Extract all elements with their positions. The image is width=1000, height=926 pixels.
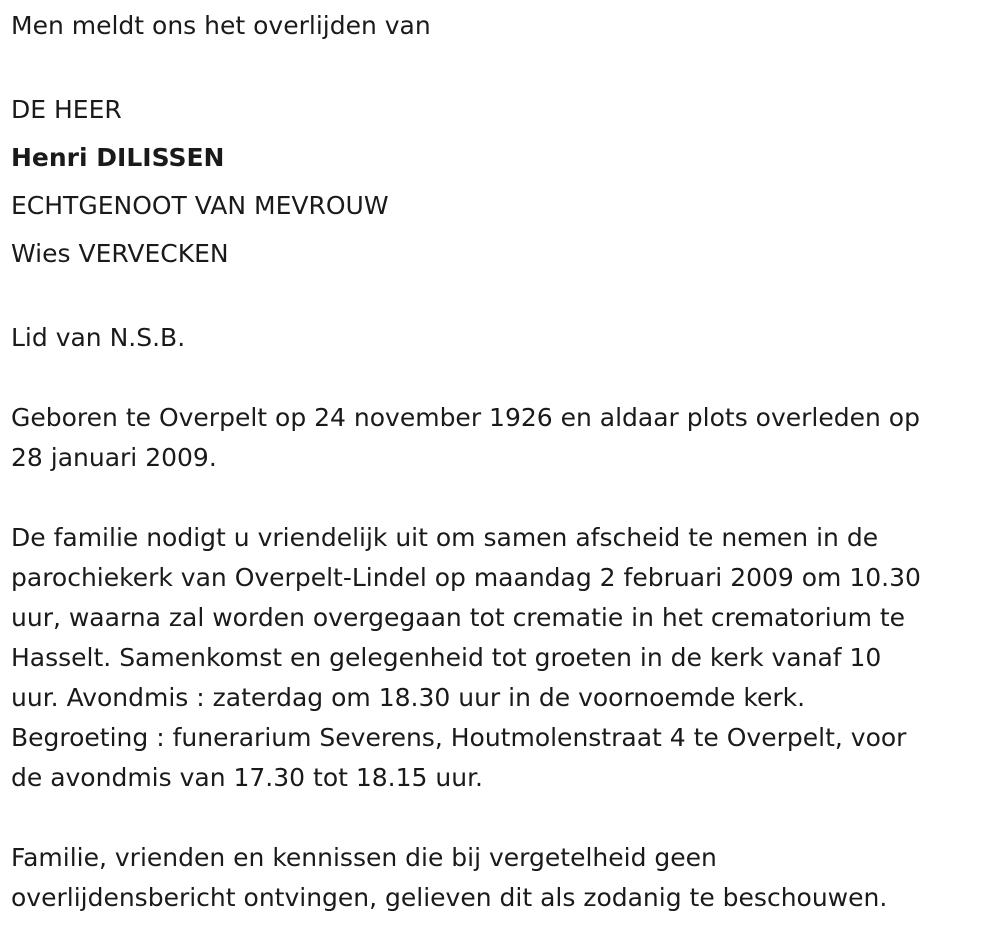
ceremony-line-2: parochiekerk van Overpelt-Lindel op maandag 2 februari 2009 om 10.30 [11, 563, 921, 592]
ceremony-paragraph [11, 518, 988, 798]
ceremony-line-7: de avondmis van 17.30 tot 18.15 uur. [11, 763, 483, 792]
membership-text: Lid van N.S.B. [11, 323, 186, 352]
spacer [11, 358, 988, 398]
closing-line-1: Familie, vrienden en kennissen die bij vergetelheid geen [11, 843, 717, 872]
closing-line-2: overlijdensbericht ontvingen, gelieven dit als zodanig te beschouwen. [11, 883, 888, 912]
spacer [11, 798, 988, 838]
spacer [11, 478, 988, 518]
birth-death-paragraph [11, 398, 988, 478]
closing-paragraph [11, 838, 988, 918]
spouse-name: Wies VERVECKEN [11, 239, 229, 268]
birth-death-line-1: Geboren te Overpelt op 24 november 1926 en aldaar plots overleden op [11, 403, 920, 432]
spouse-label: ECHTGENOOT VAN MEVROUW [11, 191, 389, 220]
deceased-name: Henri DILISSEN [11, 143, 225, 172]
honorific: DE HEER [11, 95, 122, 124]
spacer [11, 46, 988, 86]
birth-death-line-2: 28 januari 2009. [11, 443, 217, 472]
ceremony-line-6: Begroeting : funerarium Severens, Houtmolenstraat 4 te Overpelt, voor [11, 723, 907, 752]
spacer [11, 278, 988, 318]
ceremony-line-3: uur, waarna zal worden overgegaan tot crematie in het crematorium te [11, 603, 906, 632]
ceremony-line-1: De familie nodigt u vriendelijk uit om samen afscheid te nemen in de [11, 523, 879, 552]
intro-text: Men meldt ons het overlijden van [11, 11, 431, 40]
ceremony-line-5: uur. Avondmis : zaterdag om 18.30 uur in de voornoemde kerk. [11, 683, 806, 712]
ceremony-line-4: Hasselt. Samenkomst en gelegenheid tot groeten in de kerk vanaf 10 [11, 643, 882, 672]
